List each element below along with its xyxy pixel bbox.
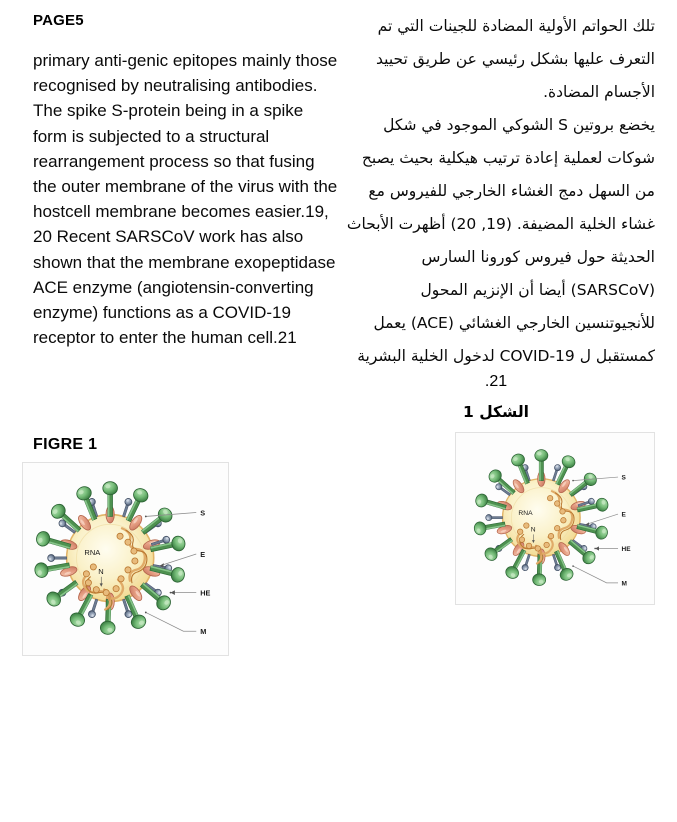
label-m: M: [200, 627, 207, 637]
rna-label: RNA: [518, 509, 533, 517]
coronavirus-diagram-left: [23, 463, 228, 655]
figure-left-frame: [22, 462, 229, 656]
arabic-paragraph-2: يخضع بروتين S الشوكي الموجود في شكل شوكات لعملية إعادة ترتيب هيكلية بحيث يصبح من السهل دمج الغشاء الخارجي للفيروس مع غشاء الخلية المضيفة. (19, 20) أظهرت الأبحاث الحديثة حول فيروس كورونا السارس (SARSCoV) أيضا أن الإنزيم المحول للأنجيوتنسين الخارجي الغشائي (ACE) يعمل كمستقبل ل COVID-19 لدخول الخلية البشرية: [346, 116, 655, 365]
arabic-column: [337, 10, 655, 423]
english-column: [33, 12, 338, 350]
label-he: HE: [621, 546, 631, 554]
n-label: N: [98, 566, 104, 576]
n-label: N: [530, 526, 536, 534]
english-body-text: primary anti-genic epitopes mainly those recognised by neutralising antibodies. The spike S-protein being in a spike form is subjected to a structural rearrangement process so that fusing the outer membrane of the virus with the hostcell membrane becomes easier.19, 20 Recent SARSCoV work has also shown that the membrane exopeptidase ACE enzyme (angiotensin-converting enzyme) functions as a COVID-19 receptor to enter the human cell.21: [33, 51, 338, 348]
label-m: M: [621, 580, 627, 588]
arabic-paragraph-1: تلك الحواتم الأولية المضادة للجينات التي تم التعرف عليها بشكل رئيسي عن طريق تحييد الأجسام المضادة.: [376, 17, 655, 101]
label-s: S: [621, 474, 626, 482]
coronavirus-diagram-right: [456, 433, 654, 604]
label-he: HE: [200, 588, 211, 598]
rna-label: RNA: [84, 548, 101, 558]
label-e: E: [621, 511, 626, 519]
english-figure-caption: FIGRE 1: [33, 436, 98, 453]
arabic-reference-number: 21.: [484, 373, 508, 390]
page-title: PAGE5: [33, 12, 84, 29]
label-s: S: [200, 508, 206, 518]
label-e: E: [200, 550, 206, 560]
figure-right-frame: [455, 432, 655, 605]
arabic-figure-caption: الشكل 1: [463, 403, 529, 421]
